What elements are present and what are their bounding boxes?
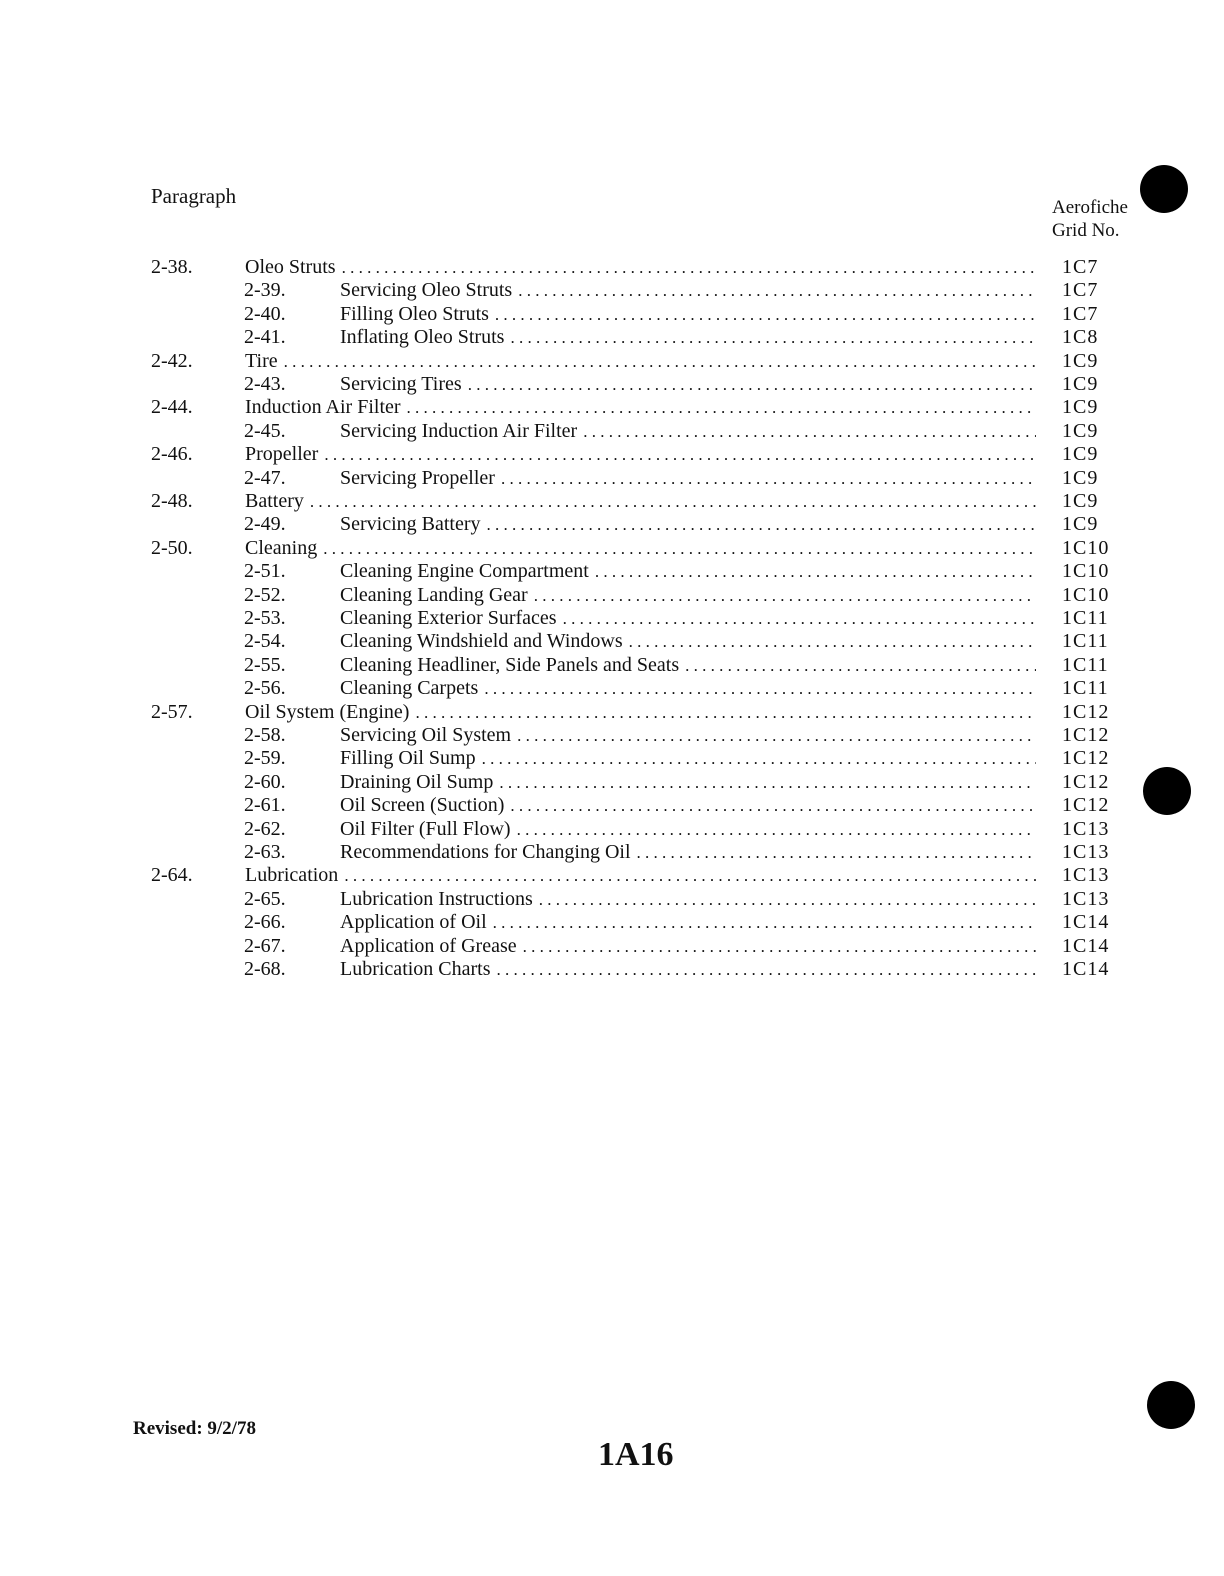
entry-grid-number: 1C11 [1062,653,1109,676]
entry-title: Inflating Oleo Struts [340,326,505,349]
entry-grid-number: 1C8 [1062,326,1099,349]
binder-hole-bottom [1147,1381,1195,1429]
entry-title: Oleo Struts [245,256,336,278]
entry-grid-number: 1C12 [1062,724,1110,746]
entry-grid-number: 1C7 [1062,279,1099,302]
entry-title: Lubrication [245,864,339,887]
entry-grid-number: 1C9 [1062,443,1099,466]
dot-leader [510,794,1036,817]
dot-leader [629,630,1036,653]
entry-grid-number: 1C12 [1062,770,1110,793]
entry-title-with-leader [340,888,1036,911]
entry-title-with-leader [340,560,1036,583]
toc-entry [0,701,1224,724]
entry-title-with-leader [340,326,1036,349]
toc-entry [0,818,1224,841]
dot-leader [310,490,1036,513]
toc-entry [0,794,1224,817]
toc-entry [0,771,1224,794]
entry-grid-number: 1C9 [1062,373,1099,395]
entry-grid-number: 1C13 [1062,864,1110,887]
entry-number: 2-38. [151,256,193,278]
grid-header-line2: Grid No. [1052,220,1120,241]
entry-title: Tire [245,349,278,372]
entry-title-with-leader [340,794,1036,817]
entry-title-with-leader [340,373,1036,396]
dot-leader [284,350,1036,373]
dot-leader [407,396,1036,419]
toc-entry [0,303,1224,326]
entry-title: Battery [245,490,304,512]
entry-grid-number: 1C9 [1062,349,1099,372]
toc-entry [0,256,1224,279]
entry-number: 2-48. [151,490,193,512]
dot-leader [415,701,1036,724]
entry-number: 2-47. [244,466,286,489]
entry-title-with-leader [340,607,1036,630]
entry-title: Servicing Propeller [340,466,495,489]
entry-number: 2-62. [244,817,286,840]
entry-number: 2-55. [244,653,286,676]
toc-entry [0,677,1224,700]
entry-title-with-leader [340,818,1036,841]
entry-number: 2-39. [244,279,286,302]
entry-title: Application of Grease [340,934,517,957]
entry-title-with-leader [340,279,1036,302]
toc-entry [0,373,1224,396]
dot-leader [523,935,1036,958]
dot-leader [495,303,1036,326]
entry-title: Propeller [245,443,319,466]
revision-date: Revised: 9/2/78 [133,1418,256,1439]
toc-entry [0,888,1224,911]
entry-title-with-leader [245,864,1036,887]
entry-number: 2-45. [244,419,286,442]
entry-title: Oil Screen (Suction) [340,794,505,817]
entry-number: 2-50. [151,536,193,559]
dot-leader [468,373,1036,396]
dot-leader [517,724,1036,747]
entry-number: 2-65. [244,887,286,910]
entry-title-with-leader [245,256,1036,279]
entry-number: 2-60. [244,770,286,793]
entry-grid-number: 1C14 [1062,911,1110,934]
dot-leader [510,326,1036,349]
toc-entry [0,490,1224,513]
entry-title: Application of Oil [340,911,487,934]
entry-grid-number: 1C10 [1062,536,1110,559]
entry-title-with-leader [245,443,1036,466]
entry-number: 2-61. [244,794,286,817]
toc-entry [0,420,1224,443]
entry-title-with-leader [340,911,1036,934]
page-identifier: 1A16 [598,1436,674,1473]
entry-title: Oil Filter (Full Flow) [340,817,511,840]
dot-leader [484,677,1036,700]
entry-number: 2-64. [151,864,193,887]
entry-grid-number: 1C12 [1062,794,1110,817]
entry-number: 2-52. [244,583,286,606]
entry-grid-number: 1C9 [1062,466,1099,489]
entry-title-with-leader [340,303,1036,326]
entry-grid-number: 1C11 [1062,630,1109,653]
dot-leader [517,818,1036,841]
binder-hole-top [1140,165,1188,213]
toc-entry [0,560,1224,583]
entry-grid-number: 1C12 [1062,747,1110,770]
entry-number: 2-68. [244,958,286,980]
toc-entry [0,864,1224,887]
toc-entry [0,911,1224,934]
entry-title-with-leader [340,420,1036,443]
entry-title: Induction Air Filter [245,396,401,419]
entry-number: 2-57. [151,700,193,723]
dot-leader [595,560,1036,583]
entry-title: Filling Oil Sump [340,747,476,770]
dot-leader [497,958,1036,981]
entry-number: 2-40. [244,302,286,325]
entry-number: 2-44. [151,396,193,419]
entry-title-with-leader [340,841,1036,864]
entry-title: Cleaning Landing Gear [340,583,528,606]
dot-leader [499,771,1036,794]
entry-grid-number: 1C12 [1062,700,1110,723]
entry-number: 2-51. [244,560,286,583]
entry-title: Lubrication Instructions [340,887,533,910]
toc-entry [0,443,1224,466]
entry-grid-number: 1C9 [1062,490,1099,512]
entry-title-with-leader [245,701,1036,724]
entry-number: 2-66. [244,911,286,934]
entry-number: 2-59. [244,747,286,770]
entry-number: 2-53. [244,607,286,629]
dot-leader [487,513,1036,536]
toc-entry [0,724,1224,747]
entry-title-with-leader [340,747,1036,770]
toc-entry [0,747,1224,770]
entry-title: Cleaning Windshield and Windows [340,630,623,653]
dot-leader [685,654,1036,677]
dot-leader [344,864,1036,887]
entry-number: 2-67. [244,934,286,957]
dot-leader [637,841,1036,864]
entry-title-with-leader [245,350,1036,373]
entry-title: Cleaning Headliner, Side Panels and Seats [340,653,680,676]
entry-title-with-leader [340,513,1036,536]
grid-column-header [1052,196,1128,242]
toc-entry [0,654,1224,677]
toc-entry [0,350,1224,373]
toc-entry [0,537,1224,560]
entry-grid-number: 1C13 [1062,887,1110,910]
entry-number: 2-46. [151,443,193,466]
entry-grid-number: 1C13 [1062,841,1110,863]
entry-title-with-leader [340,654,1036,677]
entry-number: 2-49. [244,513,286,536]
entry-title-with-leader [245,537,1036,560]
toc-entry [0,841,1224,864]
toc-entry [0,467,1224,490]
entry-title-with-leader [245,490,1036,513]
entry-title-with-leader [340,467,1036,490]
entry-grid-number: 1C7 [1062,302,1099,325]
entry-grid-number: 1C10 [1062,583,1110,606]
dot-leader [342,256,1036,279]
entry-title: Servicing Oil System [340,724,512,746]
entry-number: 2-54. [244,630,286,653]
entry-title: Servicing Tires [340,373,462,395]
entry-grid-number: 1C13 [1062,817,1110,840]
entry-title: Recommendations for Changing Oil [340,841,631,863]
grid-header-line1: Aerofiche [1052,197,1128,218]
dot-leader [493,911,1036,934]
dot-leader [324,443,1036,466]
dot-leader [518,279,1036,302]
entry-title-with-leader [245,396,1036,419]
entry-grid-number: 1C14 [1062,934,1110,957]
entry-grid-number: 1C11 [1062,677,1109,700]
entry-title: Lubrication Charts [340,958,491,980]
toc-entry [0,279,1224,302]
entry-title-with-leader [340,724,1036,747]
dot-leader [534,584,1036,607]
entry-title: Servicing Battery [340,513,481,536]
entry-number: 2-43. [244,373,286,395]
entry-grid-number: 1C11 [1062,607,1109,629]
toc-entry [0,513,1224,536]
entry-grid-number: 1C9 [1062,513,1099,536]
toc-entry [0,326,1224,349]
entry-title: Filling Oleo Struts [340,302,489,325]
paragraph-column-header: Paragraph [151,184,237,208]
entry-grid-number: 1C7 [1062,256,1099,278]
entry-number: 2-42. [151,349,193,372]
dot-leader [323,537,1036,560]
entry-number: 2-56. [244,677,286,700]
dot-leader [539,888,1036,911]
entry-title: Servicing Oleo Struts [340,279,513,302]
toc-entry [0,607,1224,630]
entry-title-with-leader [340,584,1036,607]
toc-entry [0,935,1224,958]
entry-title: Cleaning Exterior Surfaces [340,607,557,629]
entry-title: Cleaning Engine Compartment [340,560,589,583]
entry-title: Servicing Induction Air Filter [340,419,578,442]
entry-title-with-leader [340,935,1036,958]
entry-title: Cleaning [245,536,318,559]
entry-grid-number: 1C10 [1062,560,1110,583]
entry-number: 2-41. [244,326,286,349]
entry-title: Draining Oil Sump [340,770,494,793]
entry-title-with-leader [340,771,1036,794]
entry-grid-number: 1C9 [1062,419,1099,442]
entry-number: 2-58. [244,724,286,746]
entry-title: Oil System (Engine) [245,700,410,723]
entry-grid-number: 1C14 [1062,958,1110,980]
entry-title-with-leader [340,958,1036,981]
entry-title-with-leader [340,630,1036,653]
entry-grid-number: 1C9 [1062,396,1099,419]
dot-leader [563,607,1036,630]
toc-entry [0,630,1224,653]
toc-entry [0,584,1224,607]
dot-leader [501,467,1036,490]
toc-entry [0,396,1224,419]
entry-title: Cleaning Carpets [340,677,479,700]
entry-number: 2-63. [244,841,286,863]
dot-leader [583,420,1036,443]
dot-leader [482,747,1036,770]
toc-entry [0,958,1224,981]
entry-title-with-leader [340,677,1036,700]
